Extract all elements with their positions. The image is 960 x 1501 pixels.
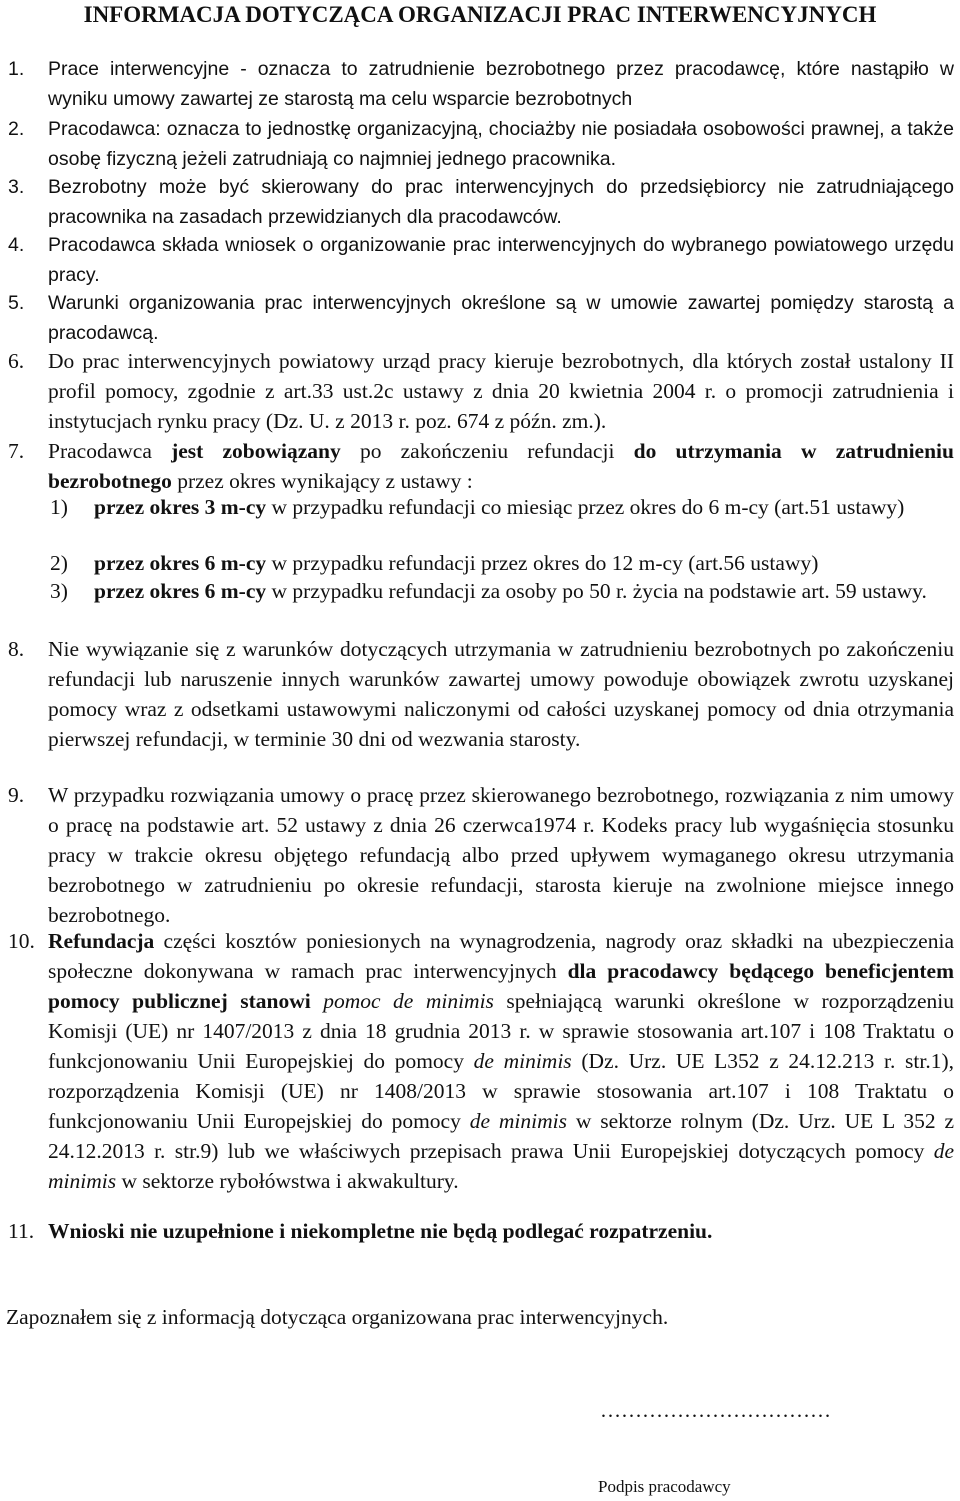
list-item: [8, 230, 954, 290]
item-number: 11.: [8, 1219, 35, 1243]
item-number: 8.: [8, 637, 25, 661]
sub-item-text: przez okres 6 m-cy w przypadku refundacji za osoby po 50 r. życia na podstawie art. 59 ustawy.: [94, 579, 927, 603]
item-text: Refundacja części kosztów poniesionych na wynagrodzenia, nagrody oraz składki na ubezpieczenia społeczne dokonywana w ramach prac interwencyjnych dla pracodawcy będącego beneficjentem pomocy publicznej stanowi pomoc de minimis spełniającą warunki określone w rozporządzeniu Komisji (UE) nr 1407/2013 z dnia 18 grudnia 2013 r. w sprawie stosowania art.107 i 108 Traktatu o funkcjonowaniu Unii Europejskiej do pomocy de minimis (Dz. Urz. UE L352 z 24.12.213 r. str.1), rozporządzenia Komisji (UE) nr 1408/2013 w sprawie stosowania art.107 i 108 Traktatu o funkcjonowaniu Unii Europejskiej do pomocy de minimis w sektorze rolnym (Dz. Urz. UE L 352 z 24.12.2013 r. str.9) lub we właściwych przepisach prawa Unii Europejskiej dotyczących pomocy de minimis w sektorze rybołówstwa i akwakultury.: [48, 929, 955, 1193]
sub-item-number: 1): [50, 495, 68, 519]
item-number: 5.: [8, 292, 25, 314]
acknowledgement-statement: Zapoznałem się z informacją dotycząca organizowana prac interwencyjnych.: [6, 1305, 669, 1329]
list-item: [8, 1216, 954, 1246]
sub-list-item: [50, 548, 954, 578]
item-text: Wnioski nie uzupełnione i niekompletne nie będą podlegać rozpatrzeniu.: [48, 1219, 713, 1243]
sub-item-text: przez okres 3 m-cy w przypadku refundacji co miesiąc przez okres do 6 m-cy (art.51 ustawy): [94, 495, 905, 519]
item-number: 10.: [8, 929, 35, 953]
item-number: 6.: [8, 349, 25, 373]
item-number: 7.: [8, 439, 25, 463]
list-item: [8, 172, 954, 232]
signature-line: ……………………………: [600, 1398, 831, 1422]
item-number: 2.: [8, 118, 25, 140]
sub-item-number: 3): [50, 579, 68, 603]
sub-item-text: przez okres 6 m-cy w przypadku refundacji przez okres do 12 m-cy (art.56 ustawy): [94, 551, 819, 575]
list-item: [8, 114, 954, 174]
sub-item-number: 2): [50, 551, 68, 575]
list-item: [8, 288, 954, 348]
document-title: INFORMACJA DOTYCZĄCA ORGANIZACJI PRAC INTERWENCYJNYCH: [83, 2, 877, 27]
list-item: [8, 926, 954, 1196]
item-number: 3.: [8, 176, 25, 198]
item-number: 4.: [8, 234, 25, 256]
item-text: Bezrobotny może być skierowany do prac interwencyjnych do przedsiębiorcy nie zatrudniającego pracownika na zasadach przewidzianych dla pracodawców.: [48, 176, 954, 228]
list-item: [8, 54, 954, 114]
item-number: 9.: [8, 783, 25, 807]
item-text: Nie wywiązanie się z warunków dotyczących utrzymania w zatrudnieniu bezrobotnych po zakończeniu refundacji lub naruszenie innych warunków zawartej umowy powoduje obowiązek zwrotu uzyskanej pomocy wraz z odsetkami ustawowymi naliczonymi od całości uzyskanej pomocy od dnia otrzymania pierwszej refundacji, w terminie 30 dni od wezwania starosty.: [48, 637, 954, 751]
item-number: 1.: [8, 58, 25, 80]
list-item: [8, 634, 954, 754]
item-text: W przypadku rozwiązania umowy o pracę przez skierowanego bezrobotnego, rozwiązania z nim umowy o pracę na podstawie art. 52 ustawy z dnia 26 czerwca1974 r. Kodeks pracy lub wygaśnięcia stosunku pracy w trakcie okresu objętego refundacją albo przed upływem wymaganego okresu utrzymania bezrobotnego w zatrudnieniu po okresie refundacji, starosta kieruje na zwolnione miejsce innego bezrobotnego.: [48, 783, 954, 927]
item-text: Pracodawca jest zobowiązany po zakończeniu refundacji do utrzymania w zatrudnieniu bezrobotnego przez okres wynikający z ustawy :: [48, 439, 954, 493]
item-text: Prace interwencyjne - oznacza to zatrudnienie bezrobotnego przez pracodawcę, które nastąpiło w wyniku umowy zawartej ze starostą ma celu wsparcie bezrobotnych: [48, 58, 954, 110]
list-item: [8, 346, 954, 436]
item-text: Pracodawca składa wniosek o organizowanie prac interwencyjnych do wybranego powiatowego urzędu pracy.: [48, 234, 954, 286]
signature-label: Podpis pracodawcy: [598, 1477, 731, 1496]
item-text: Pracodawca: oznacza to jednostkę organizacyjną, chociażby nie posiadała osobowości prawnej, a także osobę fizyczną jeżeli zatrudniają co najmniej jednego pracownika.: [48, 118, 954, 170]
item-text: Warunki organizowania prac interwencyjnych określone są w umowie zawartej pomiędzy starostą a pracodawcą.: [48, 292, 954, 344]
list-item: [8, 436, 954, 496]
sub-list-item: [50, 576, 954, 606]
sub-list-item: [50, 492, 954, 522]
list-item: [8, 780, 954, 930]
item-text: Do prac interwencyjnych powiatowy urząd pracy kieruje bezrobotnych, dla których został ustalony II profil pomocy, zgodnie z art.33 ust.2c ustawy z dnia 20 kwietnia 2004 r. o promocji zatrudnienia i instytucjach rynku pracy (Dz. U. z 2013 r. poz. 674 z późn. zm.).: [48, 349, 954, 433]
